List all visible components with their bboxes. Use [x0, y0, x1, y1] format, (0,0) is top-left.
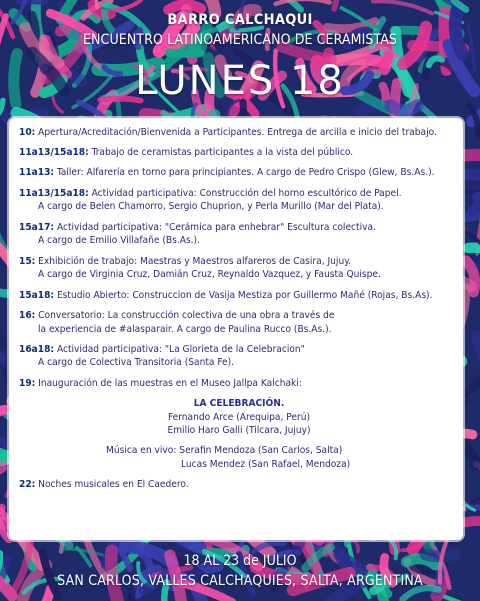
schedule-text: Exhibición de trabajo: Maestras y Maestros alfareros de Casira, Jujuy.	[38, 255, 352, 267]
schedule-item	[19, 289, 459, 303]
event-dates: 18 AL 23 de JULIO	[183, 553, 297, 569]
celebration-title: LA CELEBRACIÓN.	[193, 397, 285, 409]
schedule-line	[19, 187, 459, 201]
celebration-artist: Emilio Haro Galli (Tilcara, Jujuy)	[167, 425, 311, 437]
schedule-item	[19, 255, 459, 283]
schedule-time: 11a13/15a18:	[19, 147, 89, 159]
schedule-text: Noches musicales en El Caedero.	[38, 478, 189, 490]
music-performer: Lucas Mendez (San Rafael, Mendoza)	[181, 459, 351, 471]
schedule-line	[19, 309, 459, 323]
schedule-time: 16:	[19, 309, 36, 321]
schedule-item	[19, 126, 459, 140]
schedule-item	[19, 309, 459, 337]
schedule-text: Trabajo de ceramistas participantes a la vista del público.	[91, 147, 354, 159]
schedule-time: 15a17:	[19, 221, 55, 233]
celebration-artist: Fernando Arce (Arequipa, Perú)	[167, 411, 310, 423]
schedule-time: 16a18:	[19, 343, 55, 355]
schedule-line	[19, 343, 459, 357]
schedule-time: 11a13/15a18:	[19, 187, 89, 199]
schedule-item	[19, 187, 459, 215]
schedule-line	[19, 377, 459, 391]
schedule-item	[19, 146, 459, 160]
music-label: Música en vivo:	[106, 445, 177, 457]
music-performer: Serafin Mendoza (San Carlos, Salta)	[179, 445, 343, 457]
schedule-text: Apertura/Acreditación/Bienvenida a Participantes. Entrega de arcilla e inicio del trabajo.	[38, 127, 437, 138]
schedule-text: Actividad participativa: "La Glorieta de la Celebracion"	[56, 343, 305, 355]
schedule-line	[19, 166, 459, 180]
paint-stroke	[391, 106, 418, 111]
schedule-text: Conversatorio: La construcción colectiva de una obra a través de	[38, 309, 335, 321]
schedule-text-continued: A cargo de Emilio Villafañe (Bs.As.).	[38, 235, 200, 247]
schedule-text: Actividad participativa: "Cerámica para enhebrar" Escultura colectiva.	[56, 221, 376, 233]
header-subtitle: ENCUENTRO LATINOAMERICANO DE CERAMISTAS	[82, 32, 398, 48]
schedule-time: 15a18:	[19, 289, 55, 301]
schedule-time: 10:	[19, 127, 36, 138]
live-music	[19, 444, 459, 472]
schedule-text: Actividad participativa: Construcción del horno escultórico de Papel.	[91, 187, 402, 199]
schedule-time: 22:	[19, 478, 36, 490]
schedule-text: Estudio Abierto: Construccion de Vasija Mestiza por Guillermo Mañé (Rojas, Bs.As).	[56, 289, 433, 301]
schedule-time: 11a13:	[19, 167, 55, 179]
schedule-line	[19, 289, 459, 303]
schedule-text-continued: A cargo de Colectiva Transitoria (Santa Fe).	[38, 357, 235, 369]
schedule-list	[19, 126, 459, 390]
schedule-content	[19, 126, 459, 498]
schedule-time: 15:	[19, 255, 36, 267]
schedule-text-continued: A cargo de Virginia Cruz, Damián Cruz, Reynaldo Vazquez, y Fausta Quispe.	[38, 269, 381, 281]
schedule-item	[19, 377, 459, 391]
schedule-item	[19, 343, 459, 371]
day-title: LUNES 18	[135, 58, 345, 104]
schedule-line	[19, 146, 459, 160]
schedule-line	[19, 255, 459, 269]
schedule-item	[19, 221, 459, 249]
schedule-item	[19, 166, 459, 180]
header-title: BARRO CALCHAQUI	[167, 12, 313, 28]
schedule-text-continued: la experiencia de #alasparair. A cargo de Paulina Rucco (Bs.As.).	[38, 323, 332, 335]
event-location: SAN CARLOS, VALLES CALCHAQUIES, SALTA, ARGENTINA	[57, 573, 423, 589]
schedule-text-continued: A cargo de Belen Chamorro, Sergio Chuprion, y Perla Murillo (Mar del Plata).	[38, 201, 384, 213]
schedule-item	[19, 478, 459, 492]
schedule-time: 19:	[19, 377, 36, 389]
schedule-line	[19, 221, 459, 235]
schedule-text: Taller: Alfarería en torno para principiantes. A cargo de Pedro Crispo (Glew, Bs.As.).	[56, 167, 435, 179]
schedule-line	[19, 126, 459, 140]
schedule-text: Inauguración de las muestras en el Museo Jallpa Kalchaki:	[38, 377, 302, 389]
